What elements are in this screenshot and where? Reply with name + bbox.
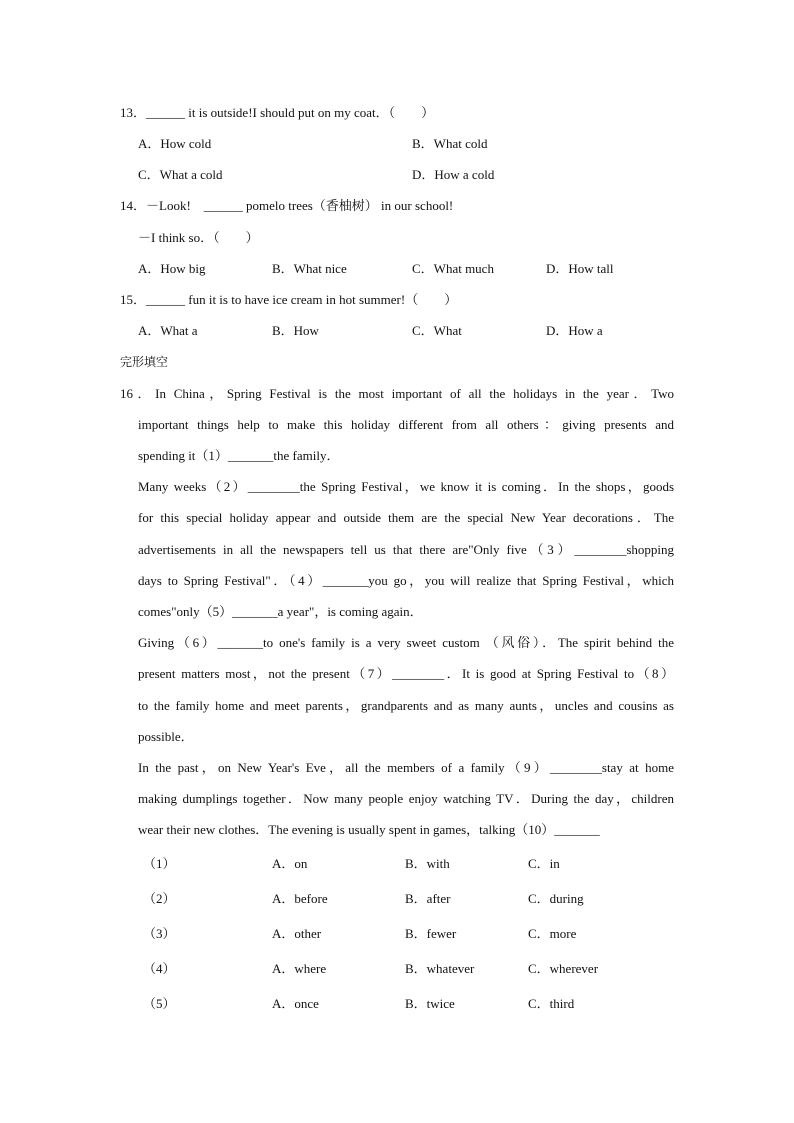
q14-option-b[interactable]: B．What nice: [272, 261, 347, 276]
question-14-stem: 14．－Look! ______ pomelo trees（香柚树） in our school!: [120, 198, 454, 213]
q13-option-d[interactable]: D．How a cold: [412, 167, 495, 182]
passage-line: 16．In China，Spring Festival is the most important of all the holidays in the year．Two: [120, 386, 675, 401]
passage-line: present matters most，not the present（7）________．It is good at Spring Festival to（8）: [138, 666, 674, 681]
blank-1-option-c[interactable]: C．in: [528, 856, 560, 871]
passage-line: for this special holiday appear and outside them are the special New Year decorations．The: [138, 510, 674, 525]
passage-line: to the family home and meet parents，grandparents and as many aunts，uncles and cousins as: [138, 698, 674, 713]
blank-3-option-b[interactable]: B．fewer: [405, 926, 457, 941]
blank-number: （2）: [143, 891, 176, 906]
blank-number: （5）: [143, 996, 176, 1011]
passage-line: making dumplings together．Now many people enjoy watching TV．During the day，children: [138, 791, 674, 806]
question-15-stem: 15．______ fun it is to have ice cream in hot summer!（ ）: [120, 292, 458, 307]
blank-2-option-b[interactable]: B．after: [405, 891, 451, 906]
passage-line: important things help to make this holiday different from all others：giving presents and: [138, 417, 674, 432]
passage-line: In the past，on New Year's Eve，all the members of a family（9）________stay at home: [138, 760, 674, 775]
blank-5-option-c[interactable]: C．third: [528, 996, 575, 1011]
q14-option-a[interactable]: A．How big: [138, 261, 206, 276]
passage-line: Giving（6）_______to one's family is a very sweet custom （风俗）．The spirit behind the: [138, 635, 674, 650]
blank-5-option-b[interactable]: B．twice: [405, 996, 455, 1011]
blank-4-option-b[interactable]: B．whatever: [405, 961, 475, 976]
passage-line: comes"only（5）_______a year"，is coming again．: [138, 604, 423, 619]
blank-4-option-a[interactable]: A．where: [272, 961, 327, 976]
blank-3-option-c[interactable]: C．more: [528, 926, 577, 941]
blank-3-option-a[interactable]: A．other: [272, 926, 322, 941]
blank-number: （3）: [143, 926, 176, 941]
section-title: 完形填空: [120, 355, 169, 369]
q13-option-c[interactable]: C．What a cold: [138, 167, 223, 182]
blank-2-option-a[interactable]: A．before: [272, 891, 328, 906]
blank-number: （4）: [143, 961, 176, 976]
question-14-reply: －I think so．（ ）: [138, 230, 259, 245]
q14-option-c[interactable]: C．What much: [412, 261, 494, 276]
q14-option-d[interactable]: D．How tall: [546, 261, 614, 276]
passage-line: days to Spring Festival"．（4）_______you go，you will realize that Spring Festival，which: [138, 573, 674, 588]
blank-4-option-c[interactable]: C．wherever: [528, 961, 599, 976]
q13-option-a[interactable]: A．How cold: [138, 136, 212, 151]
blank-5-option-a[interactable]: A．once: [272, 996, 319, 1011]
blank-1-option-a[interactable]: A．on: [272, 856, 308, 871]
q15-option-b[interactable]: B．How: [272, 323, 319, 338]
q15-option-d[interactable]: D．How a: [546, 323, 603, 338]
q15-option-a[interactable]: A．What a: [138, 323, 198, 338]
passage-line: wear their new clothes．The evening is usually spent in games，talking（10）_______: [138, 822, 600, 837]
question-13-stem: 13．______ it is outside!I should put on my coat．（ ）: [120, 105, 435, 120]
blank-number: （1）: [143, 856, 176, 871]
passage-line: advertisements in all the newspapers tell us that there are"Only five（3）________shopping: [138, 542, 674, 557]
q15-option-c[interactable]: C．What: [412, 323, 462, 338]
blank-1-option-b[interactable]: B．with: [405, 856, 450, 871]
passage-line: possible．: [138, 729, 194, 744]
passage-line: spending it（1）_______the family．: [138, 448, 340, 463]
blank-2-option-c[interactable]: C．during: [528, 891, 584, 906]
q13-option-b[interactable]: B．What cold: [412, 136, 488, 151]
passage-line: Many weeks（2）________the Spring Festival，we know it is coming．In the shops，goods: [138, 479, 674, 494]
